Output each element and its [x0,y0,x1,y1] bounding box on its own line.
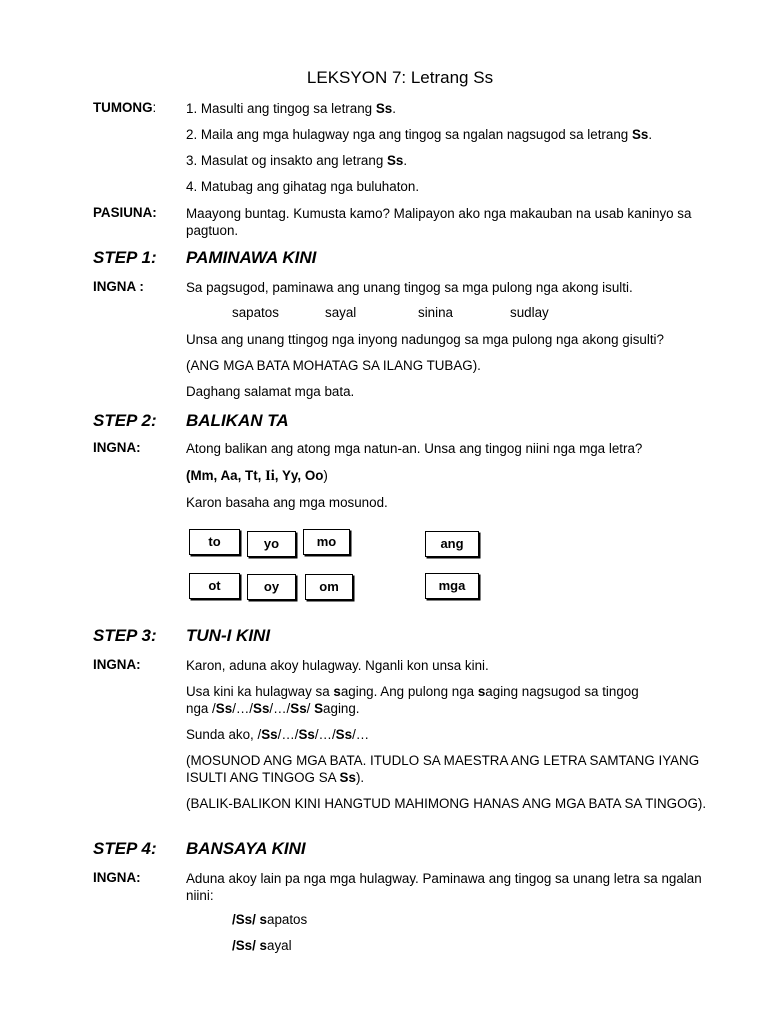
step1-heading: PAMINAWA KINI [186,248,317,267]
practice-item [232,938,292,953]
b: s [333,684,341,699]
pasiuna-label: PASIUNA: [93,205,157,220]
t: /…/ [232,701,254,716]
objective-1-text: 1. Masulti ang tingog sa letrang [186,101,376,116]
tumong-colon: : [152,100,157,115]
t: aging. [323,701,360,716]
step2-p2: Karon basaha ang mga mosunod. [186,495,388,510]
page-title: LEKSYON 7: Letrang Ss [306,68,494,87]
letters-ii: Ii [265,468,275,484]
letters-close: ) [323,468,328,483]
b: /Ss/ [232,938,260,953]
objective-2-text: 2. Maila ang mga hulagway nga ang tingog sa ngalan nagsugod sa letrang [186,127,632,142]
objective-3-end: . [403,153,408,168]
letters-review [186,467,716,485]
t: (MOSUNOD ANG MGA BATA. ITUDLO SA MAESTRA ANG LETRA SAMTANG IYANG ISULTI ANG TINGOG SA [186,753,700,785]
b: Ss [215,701,233,716]
step3-p1: Karon, aduna akoy hulagway. Nganli kon unsa kini. [186,658,489,673]
objective-3 [186,152,716,169]
step2-number: STEP 2: [93,411,157,430]
t: /…/ [269,701,291,716]
b: Ss [261,727,278,742]
syllable-box: om [305,574,353,600]
syllable-box: oy [247,574,296,600]
b: Ss [335,727,353,742]
t: /…/ [277,727,299,742]
step1-p2: Unsa ang unang ttingog nga inyong nadungog sa mga pulong nga akong gisulti? [186,332,664,347]
t: Usa kini ka hulagway sa [186,684,334,699]
step3-p4 [186,752,716,786]
step1-p4: Daghang salamat mga bata. [186,384,355,399]
syllable-box: to [189,529,240,555]
objective-3-text: 3. Masulat og insakto ang letrang [186,153,387,168]
word-2: sayal [325,305,357,320]
step4-ingna-label: INGNA: [93,870,141,885]
objective-3-bold: Ss [386,153,404,168]
t: /… [352,727,370,742]
step1-number: STEP 1: [93,248,157,267]
b: Ss [253,701,270,716]
syllable-box: mo [303,529,350,555]
tumong-label [93,100,156,115]
t: / [306,701,315,716]
step2-p1: Atong balikan ang atong mga natun-an. Unsa ang tingog niini nga mga letra? [186,441,643,456]
syllable-box: ang [425,531,479,557]
step3-ingna-label: INGNA: [93,657,141,672]
step3-p5: (BALIK-BALIKON KINI HANGTUD MAHIMONG HANAS ANG MGA BATA SA TINGOG). [186,796,707,811]
step2-ingna-label: INGNA: [93,440,141,455]
letters-rest: , Yy, Oo [274,468,324,483]
t: ayal [267,938,292,953]
step3-heading: TUN-I KINI [186,626,271,645]
b: Ss [290,701,307,716]
b: /Ss/ [232,912,260,927]
step3-number: STEP 3: [93,626,157,645]
objective-2 [186,126,716,143]
objective-1-end: . [392,101,396,116]
letters-open: ( [186,468,191,483]
step4-number: STEP 4: [93,839,157,858]
b: Ss [339,770,356,785]
objective-4 [186,178,716,195]
t: ). [355,770,365,785]
objective-2-bold: Ss [631,127,649,142]
word-1: sapatos [232,305,279,320]
letters-list: Mm, Aa, Tt, [190,468,266,483]
t: Sunda ako, / [186,727,262,742]
step3-p2 [186,683,716,717]
b: s [477,684,486,699]
tumong-label-text: TUMONG [93,100,153,115]
objective-1 [186,100,716,117]
objective-2-end: . [648,127,653,142]
step1-p1: Sa pagsugod, paminawa ang unang tingog sa mga pulong nga akong isulti. [186,280,633,295]
t: aging nagsugod sa tingog [485,684,639,699]
syllable-box: ot [189,573,240,599]
step4-heading: BANSAYA KINI [186,839,306,858]
t: nga / [186,701,216,716]
syllable-box: mga [425,573,479,599]
step3-p3 [186,726,716,743]
objective-1-bold: Ss [375,101,393,116]
t: aging. Ang pulong nga [340,684,478,699]
objective-4-text: 4. Matubag ang gihatag nga buluhaton. [186,179,420,194]
pasiuna-text: Maayong buntag. Kumusta kamo? Malipayon ako nga makauban na usab kaninyo sa pagtuon. [186,206,692,238]
b: S [314,701,324,716]
t: apatos [267,912,308,927]
step1-p3: (ANG MGA BATA MOHATAG SA ILANG TUBAG). [186,358,481,373]
practice-item [232,912,307,927]
word-4: sudlay [510,305,549,320]
syllable-box: yo [247,531,296,557]
step1-ingna-label: INGNA : [93,279,144,294]
word-3: sinina [418,305,453,320]
b: Ss [298,727,315,742]
b: s [259,912,267,927]
step2-heading: BALIKAN TA [186,411,289,430]
b: s [259,938,267,953]
step4-p1: Aduna akoy lain pa nga mga hulagway. Paminawa ang tingog sa unang letra sa ngalan niini: [186,871,702,903]
t: /…/ [314,727,336,742]
